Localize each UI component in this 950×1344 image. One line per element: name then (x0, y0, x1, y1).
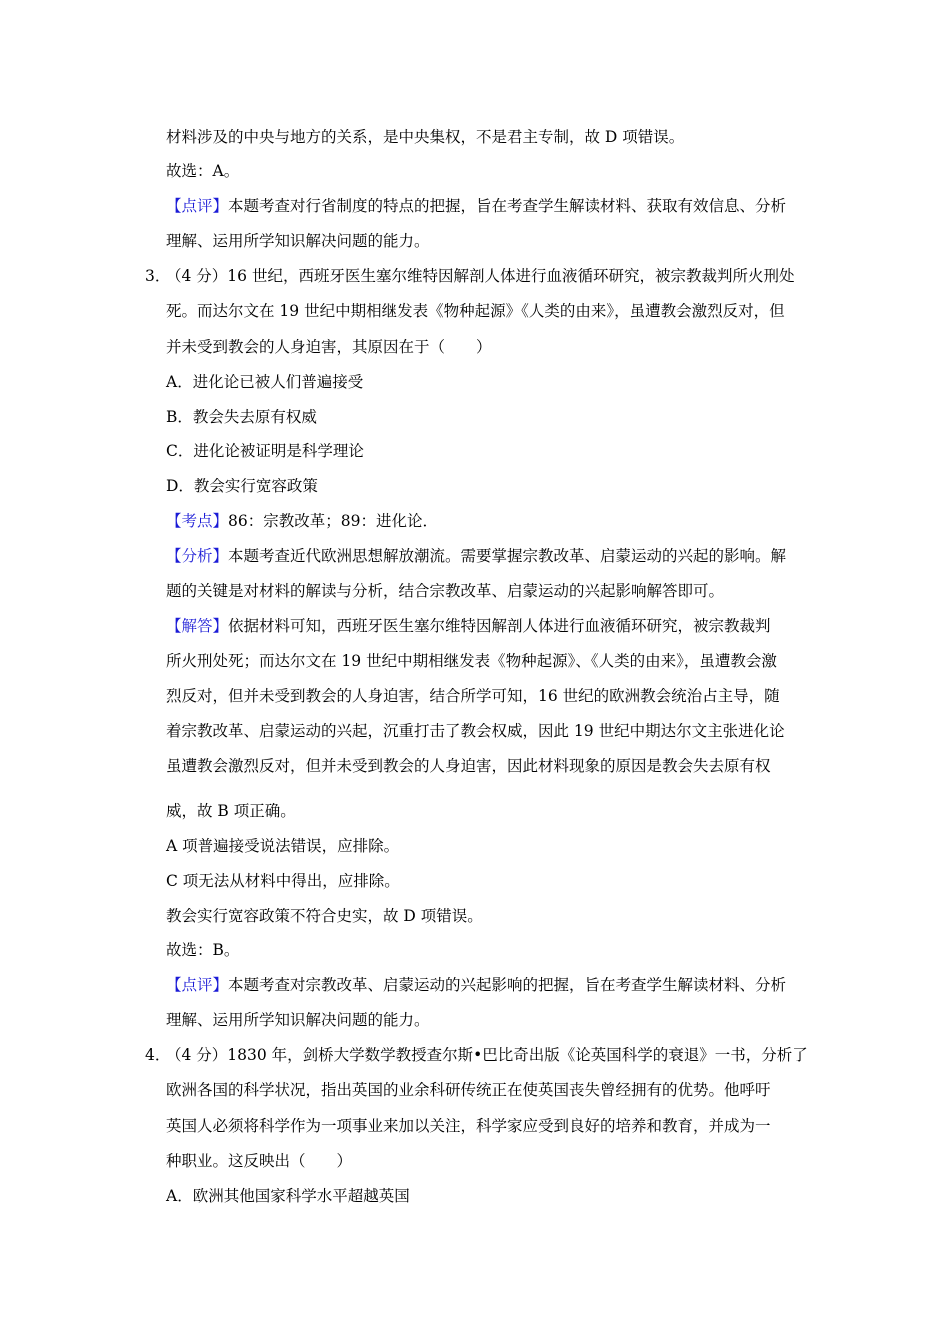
q3-comment-text: 本题考查对宗教改革、启蒙运动的兴起影响的把握，旨在考查学生解读材料、分析 (228, 976, 787, 994)
q3-comment-tag: 【点评】 (166, 976, 229, 994)
q3-stem-line: 死。而达尔文在 19 世纪中期相继发表《物种起源》《人类的由来》，虽遭教会激烈反对，但 (166, 302, 785, 320)
q4-option-a: A．欧洲其他国家科学水平超越英国 (166, 1187, 410, 1205)
q3-answer-text: 依据材料可知，西班牙医生塞尔维特因解剖人体进行血液循环研究，被宗教裁判 (228, 617, 771, 635)
q3-answer-line: C 项无法从材料中得出，应排除。 (166, 872, 400, 890)
q2-choice-line: 故选：A。 (166, 162, 240, 180)
q3-stem-line: （4 分）16 世纪，西班牙医生塞尔维特因解剖人体进行血液循环研究，被宗教裁判所火刑处 (166, 267, 795, 285)
q3-comment-line: 理解、运用所学知识解决问题的能力。 (166, 1011, 430, 1029)
q3-analysis (166, 545, 816, 567)
q3-comment (166, 974, 816, 996)
q3-option-b: B．教会失去原有权威 (166, 408, 317, 426)
q3-analysis-text: 本题考查近代欧洲思想解放潮流。需要掌握宗教改革、启蒙运动的兴起的影响。解 (228, 547, 787, 565)
q3-answer (166, 615, 816, 637)
q3-answer-line: 烈反对，但并未受到教会的人身迫害，结合所学可知，16 世纪的欧洲教会统治占主导，随 (166, 687, 780, 705)
q4-stem-line: 英国人必须将科学作为一项事业来加以关注，科学家应受到良好的培养和教育，并成为一 (166, 1117, 771, 1135)
q3-answer-line: 故选：B。 (166, 941, 240, 959)
q3-number: 3． (145, 267, 171, 285)
q3-answer-line: 教会实行宽容政策不符合史实，故 D 项错误。 (166, 907, 483, 925)
q2-comment-text: 本题考查对行省制度的特点的把握，旨在考查学生解读材料、获取有效信息、分析 (228, 197, 787, 215)
q3-analysis-line: 题的关键是对材料的解读与分析，结合宗教改革、启蒙运动的兴起影响解答即可。 (166, 582, 725, 600)
q3-answer-line: 虽遭教会激烈反对，但并未受到教会的人身迫害，因此材料现象的原因是教会失去原有权 (166, 757, 771, 775)
q3-point (166, 510, 816, 532)
q3-answer-tag: 【解答】 (166, 617, 229, 635)
q4-number: 4． (145, 1046, 171, 1064)
q4-stem-line: 欧洲各国的科学状况，指出英国的业余科研传统正在使英国丧失曾经拥有的优势。他呼吁 (166, 1081, 771, 1099)
q3-point-tag: 【考点】 (166, 512, 229, 530)
q3-analysis-tag: 【分析】 (166, 547, 229, 565)
q2-comment-line: 理解、运用所学知识解决问题的能力。 (166, 232, 430, 250)
q3-answer-line: A 项普遍接受说法错误，应排除。 (166, 837, 400, 855)
q3-point-text: 86：宗教改革；89：进化论． (228, 512, 438, 530)
q3-stem-line: 并未受到教会的人身迫害，其原因在于（ ） (166, 338, 492, 356)
q3-option-d: D．教会实行宽容政策 (166, 477, 318, 495)
q3-option-a: A．进化论已被人们普遍接受 (166, 373, 364, 391)
q4-stem-line: 种职业。这反映出（ ） (166, 1152, 353, 1170)
q3-option-c: C．进化论被证明是科学理论 (166, 442, 364, 460)
q2-text-line: 材料涉及的中央与地方的关系，是中央集权，不是君主专制，故 D 项错误。 (166, 128, 685, 146)
q3-answer-line: 所火刑处死；而达尔文在 19 世纪中期相继发表《物种起源》、《人类的由来》，虽遭教会激 (166, 652, 777, 670)
q3-answer-line: 着宗教改革、启蒙运动的兴起，沉重打击了教会权威，因此 19 世纪中期达尔文主张进化论 (166, 722, 785, 740)
q3-answer-line: 威，故 B 项正确。 (166, 802, 296, 820)
q2-comment-tag: 【点评】 (166, 197, 229, 215)
q2-comment (166, 195, 816, 217)
q4-stem-line: （4 分）1830 年，剑桥大学数学教授查尔斯•巴比奇出版《论英国科学的衰退》一书，分析了 (166, 1046, 808, 1064)
